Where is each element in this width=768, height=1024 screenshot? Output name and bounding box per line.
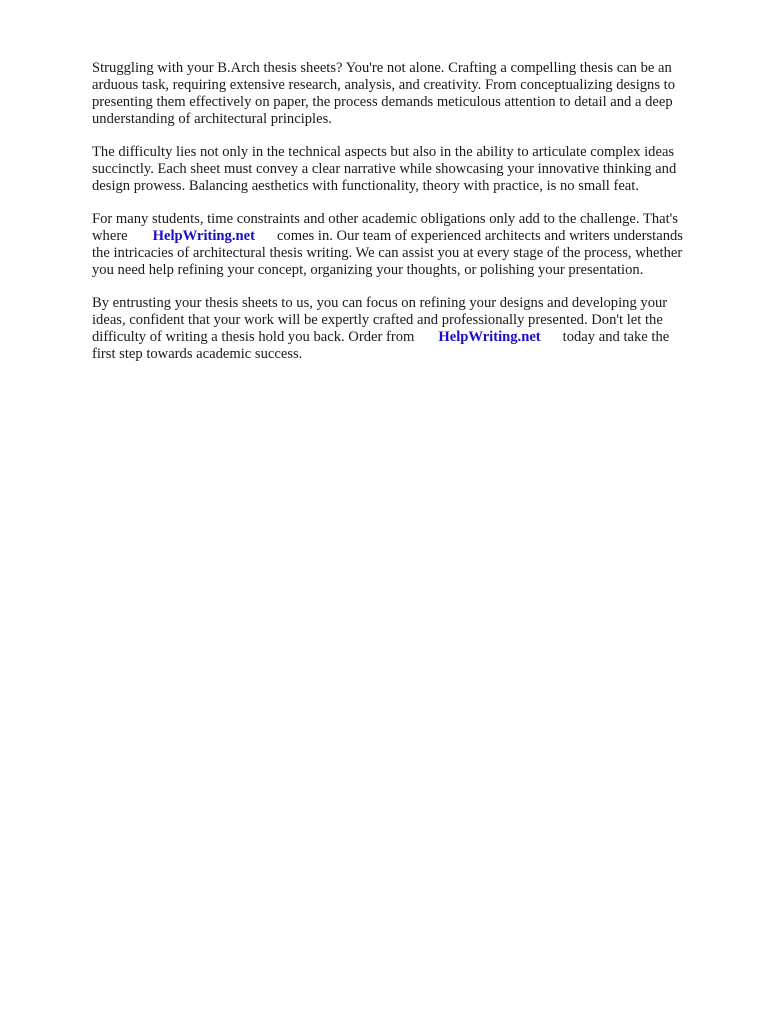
paragraph-service	[92, 211, 728, 279]
text-fragment: where	[92, 228, 128, 244]
text-fragment: difficulty of writing a thesis hold you back. Order from	[92, 329, 415, 345]
text-line: By entrusting your thesis sheets to us, you can focus on refining your designs and developing your	[92, 295, 668, 311]
text-fragment: today and take the	[562, 329, 670, 345]
text-line: arduous task, requiring extensive research, analysis, and creativity. From conceptualizing designs to	[92, 77, 676, 93]
paragraph-difficulty	[92, 144, 728, 195]
document-page	[92, 60, 728, 379]
text-line: the intricacies of architectural thesis writing. We can assist you at every stage of the process, whether	[92, 245, 683, 261]
text-line: ideas, confident that your work will be expertly crafted and professionally presented. Don't let the	[92, 312, 663, 328]
text-line: you need help refining your concept, organizing your thoughts, or polishing your presentation.	[92, 262, 644, 278]
text-line: For many students, time constraints and other academic obligations only add to the challenge. That's	[92, 211, 678, 227]
text-line: Struggling with your B.Arch thesis sheets? You're not alone. Crafting a compelling thesis can be an	[92, 60, 672, 76]
helpwriting-link[interactable]: HelpWriting.net	[438, 329, 541, 345]
text-line: presenting them effectively on paper, the process demands meticulous attention to detail and a deep	[92, 94, 673, 110]
text-line: design prowess. Balancing aesthetics with functionality, theory with practice, is no small feat.	[92, 178, 639, 194]
text-line-with-link	[92, 329, 728, 346]
text-line: first step towards academic success.	[92, 346, 303, 362]
text-fragment: comes in. Our team of experienced architects and writers understands	[276, 228, 683, 244]
paragraph-intro	[92, 60, 728, 128]
text-line: succinctly. Each sheet must convey a clear narrative while showcasing your innovative thinking and	[92, 161, 677, 177]
paragraph-closing	[92, 295, 728, 363]
text-line-with-link	[92, 228, 728, 245]
text-line: The difficulty lies not only in the technical aspects but also in the ability to articulate complex ideas	[92, 144, 675, 160]
helpwriting-link[interactable]: HelpWriting.net	[152, 228, 255, 244]
text-line: understanding of architectural principles.	[92, 111, 332, 127]
